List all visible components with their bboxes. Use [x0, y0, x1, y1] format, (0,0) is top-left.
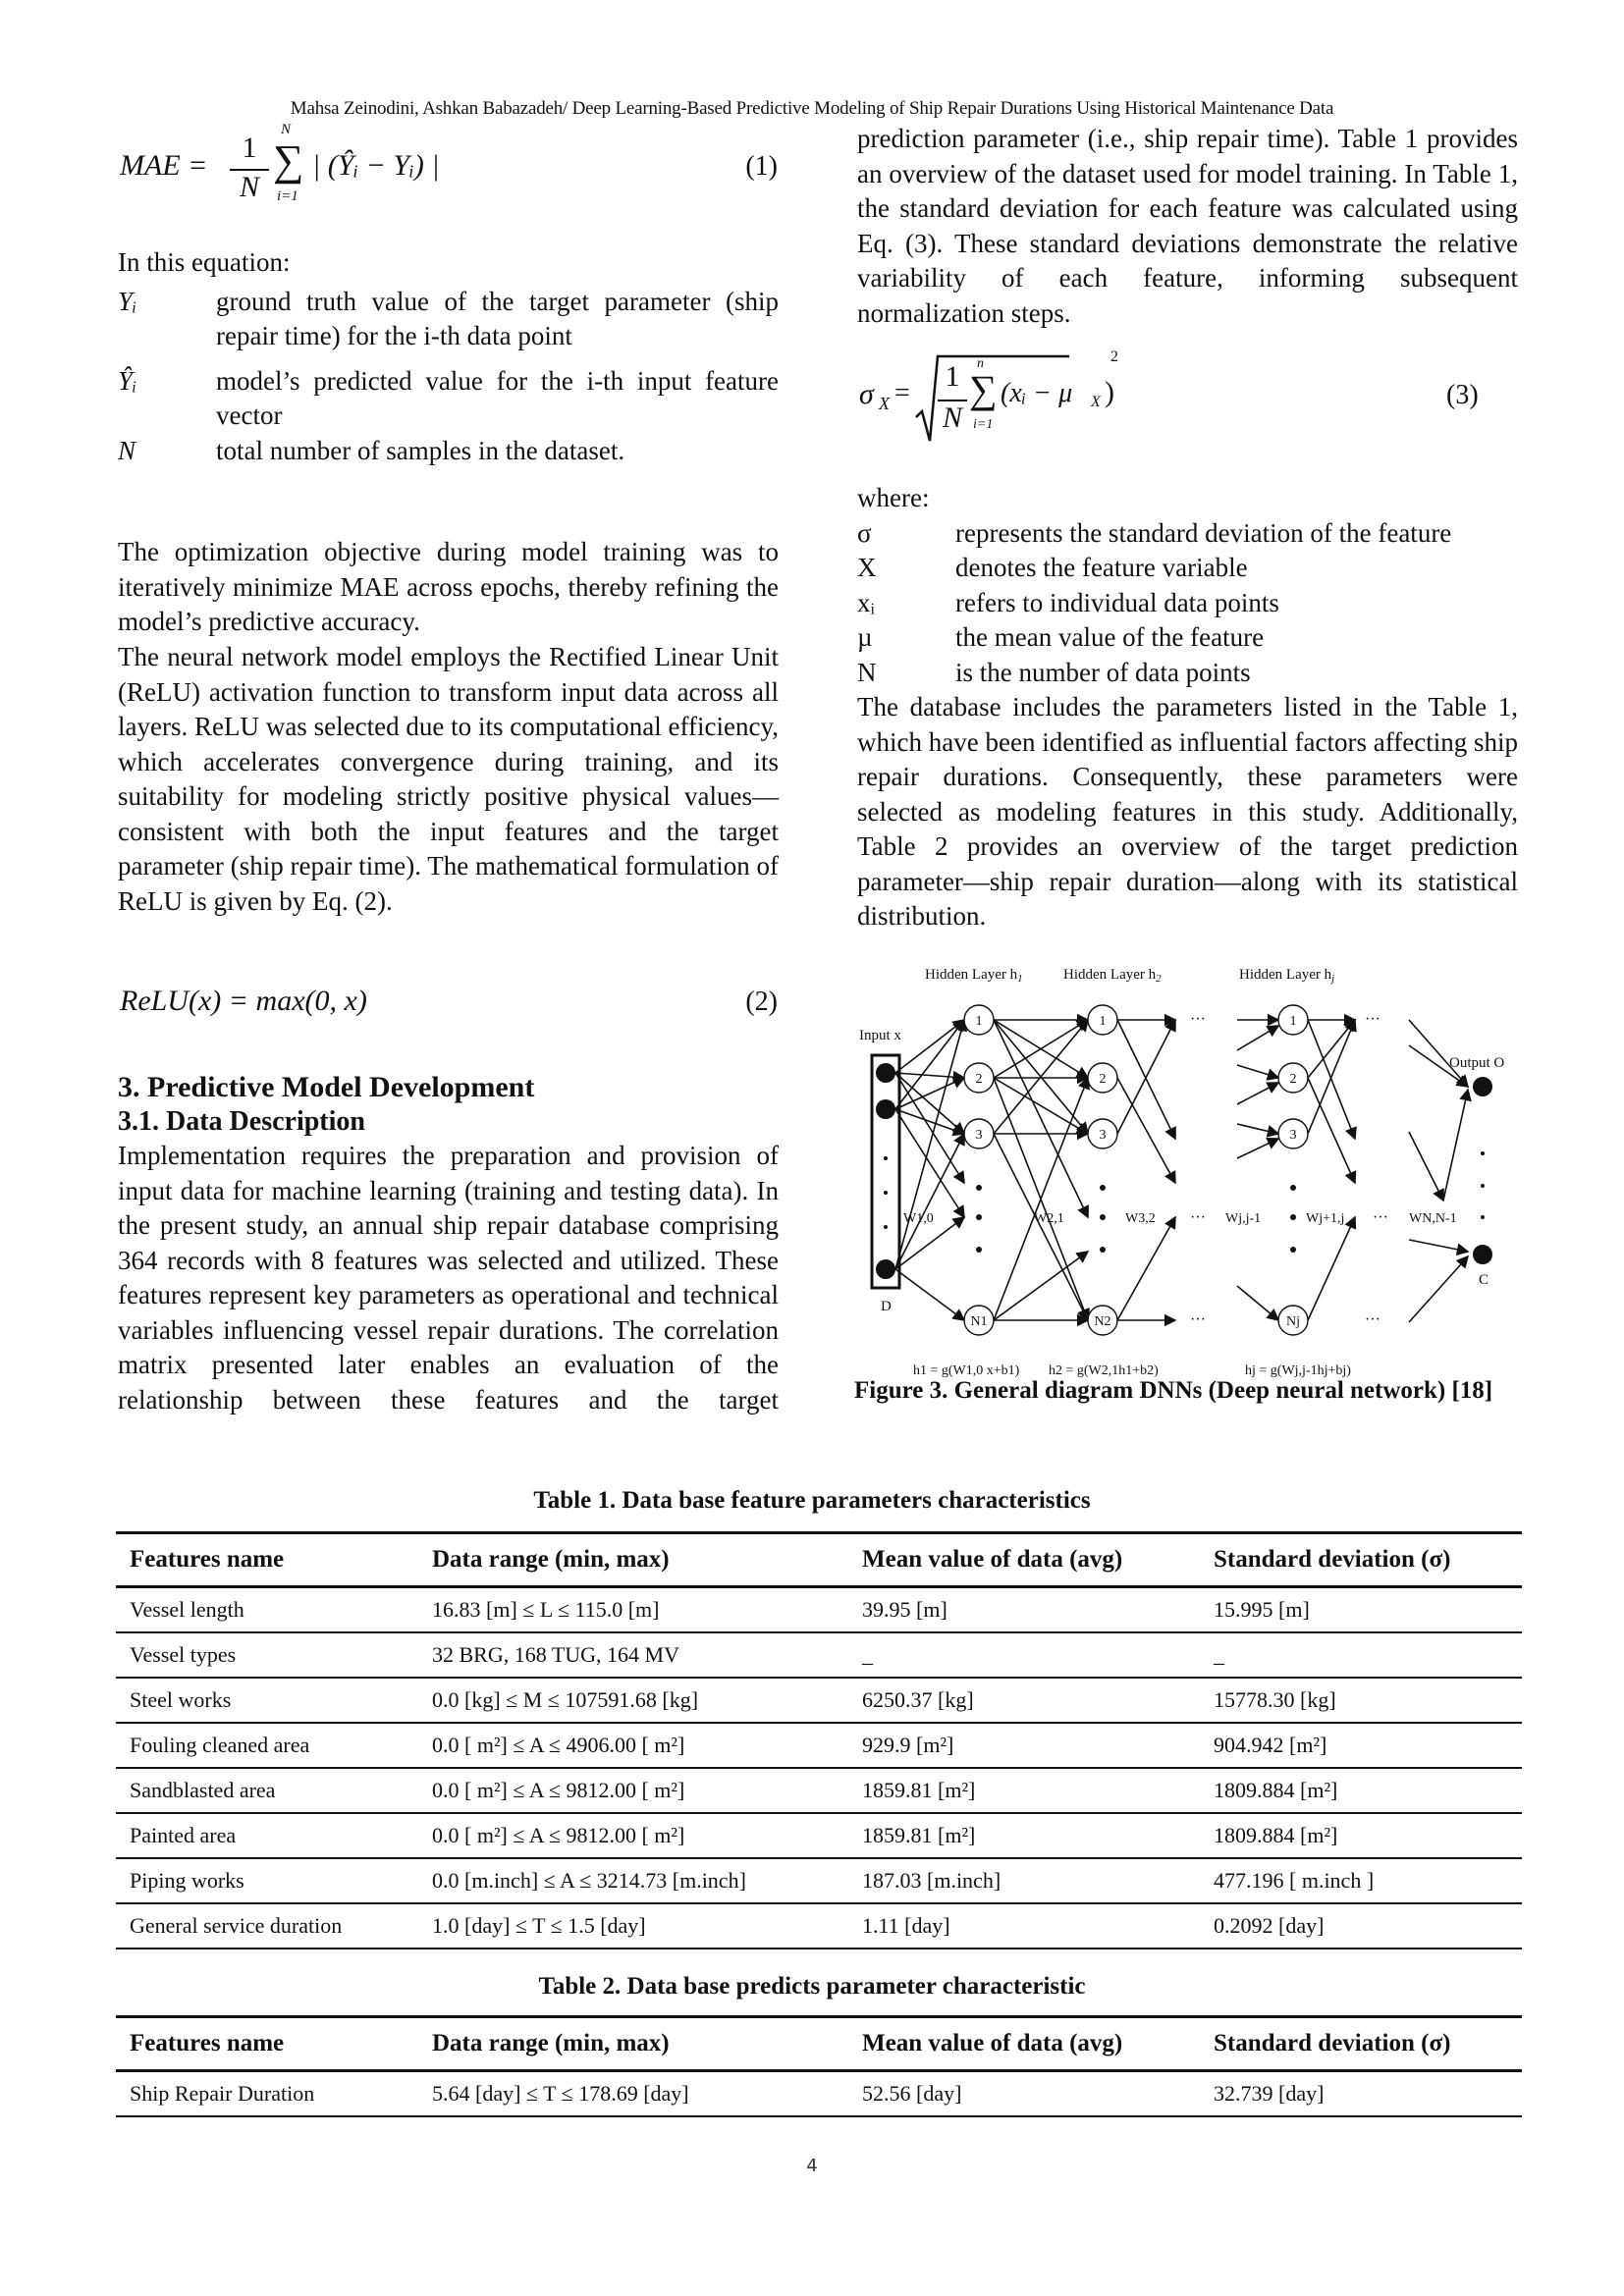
- eq3-power: 2: [1110, 348, 1118, 365]
- table-cell: 1809.884 [m²]: [1214, 1823, 1338, 1847]
- table-cell: 904.942 [m²]: [1214, 1733, 1327, 1757]
- label-output: Output O: [1449, 1055, 1505, 1071]
- table-cell: 0.0 [ m²] ≤ A ≤ 9812.00 [ m²]: [432, 1778, 685, 1802]
- page-number: 4: [806, 2156, 818, 2176]
- table-cell: 15.995 [m]: [1214, 1597, 1310, 1622]
- node-label: 1: [1289, 1014, 1297, 1029]
- node-label: 1: [975, 1014, 983, 1029]
- eq3-frac-num: 1: [945, 360, 960, 393]
- svg-text:W3,2: W3,2: [1125, 1211, 1156, 1226]
- layer-formulas: [913, 1363, 1351, 1378]
- table-cell: Vessel types: [130, 1642, 237, 1667]
- table-cell: 929.9 [m²]: [862, 1733, 954, 1757]
- table-cell: _: [1214, 1642, 1224, 1667]
- column-header: Data range (min, max): [432, 2030, 670, 2056]
- definition-symbol: X: [857, 553, 877, 582]
- eq3-body: (xᵢ − μ: [1001, 378, 1073, 408]
- node-label: 3: [975, 1128, 983, 1143]
- svg-text:···: ···: [1365, 1311, 1380, 1328]
- svg-text:W2,1: W2,1: [1034, 1211, 1064, 1226]
- eq1-frac-num: 1: [242, 132, 257, 164]
- column-header: Mean value of data (avg): [862, 1546, 1123, 1573]
- running-head: Mahsa Zeinodini, Ashkan Babazadeh/ Deep Learning-Based Predictive Modeling of Ship Repair Durations Using Historical Maintenance Data: [290, 98, 1334, 119]
- eq3-body-sub: X: [1091, 394, 1101, 410]
- table-cell: 0.0 [m.inch] ≤ A ≤ 3214.73 [m.inch]: [432, 1868, 746, 1893]
- table-row: [116, 1768, 1522, 1813]
- table-cell: 16.83 [m] ≤ L ≤ 115.0 [m]: [432, 1597, 660, 1622]
- equation-2: [120, 985, 778, 1024]
- node-label: N2: [1094, 1314, 1111, 1329]
- definition-symbol: Yᵢ: [118, 286, 137, 316]
- layer-ellipsis-dots: [976, 1151, 1485, 1253]
- svg-text:···: ···: [1190, 1311, 1206, 1328]
- table-cell: 477.196 [ m.inch ]: [1214, 1868, 1375, 1893]
- definition-row: [857, 586, 1518, 621]
- table-cell: 15778.30 [kg]: [1214, 1687, 1336, 1712]
- sigma-sum-icon: ∑: [969, 367, 998, 411]
- paragraph-continue: prediction parameter (i.e., ship repair time). Table 1 provides an overview of the dataset used for model training. In Table 1, the standard deviation for each feature was calculated using Eq. (3). These standard deviations demonstrate the relative variability of each feature, informing subsequent normalization steps.: [857, 124, 1518, 328]
- node-label: 3: [1289, 1128, 1297, 1143]
- dnn-diagram-figure: [854, 957, 1522, 1379]
- label-d: D: [881, 1299, 892, 1314]
- definition-text: is the number of data points: [955, 657, 1251, 687]
- table-row: [116, 1813, 1522, 1858]
- input-vector-box: [872, 1055, 899, 1288]
- label-input: Input x: [859, 1028, 901, 1043]
- table-cell: 32 BRG, 168 TUG, 164 MV: [432, 1642, 680, 1667]
- table-cell: General service duration: [130, 1913, 343, 1938]
- label-c: C: [1479, 1272, 1489, 1288]
- table-cell: 32.739 [day]: [1214, 2081, 1325, 2106]
- eq3-lhs: σ: [859, 378, 874, 410]
- svg-text:W1,0: W1,0: [903, 1211, 934, 1226]
- definition-text: model’s predicted value for the i-th input feature vector: [216, 365, 779, 430]
- definition-row: [118, 364, 779, 434]
- figure-3-caption: Figure 3. General diagram DNNs (Deep neural network) [18]: [854, 1377, 1493, 1404]
- svg-text:Wj,j-1: Wj,j-1: [1225, 1211, 1262, 1226]
- label-hidden-layer-j: Hidden Layer $h_j$: [1239, 967, 1335, 985]
- table-row: [116, 1723, 1522, 1768]
- table-row: [116, 1587, 1522, 1633]
- table-cell: Piping works: [130, 1868, 244, 1893]
- svg-text:···: ···: [1190, 1011, 1206, 1028]
- table-cell: 0.0 [kg] ≤ M ≤ 107591.68 [kg]: [432, 1687, 699, 1712]
- eq3-sum-bot: i=1: [973, 417, 994, 432]
- table-2: [116, 2015, 1522, 2117]
- svg-text:hj = g(Wj,j-1hj+bj): hj = g(Wj,j-1hj+bj): [1245, 1363, 1351, 1378]
- eq2-body: ReLU(x) = max(0, x): [120, 985, 367, 1017]
- definition-row: [857, 516, 1518, 552]
- table-cell: 187.03 [m.inch]: [862, 1868, 1001, 1893]
- paragraph-relu: The neural network model employs the Rectified Linear Unit (ReLU) activation function to transform input data across all layers. ReLU was selected due to its computational efficiency, which accelerates convergence during training, and its suitability for modeling strictly positive physical values—consistent with both the input features and the target parameter (ship repair time). The mathematical formulation of ReLU is given by Eq. (2).: [118, 642, 779, 916]
- table-1: [116, 1531, 1522, 1949]
- table-cell: 1859.81 [m²]: [862, 1778, 976, 1802]
- definition-text: ground truth value of the target parameter (ship repair time) for the i-th data point: [216, 286, 779, 350]
- table-cell: Fouling cleaned area: [130, 1733, 310, 1757]
- eq3-equals: =: [894, 378, 910, 408]
- column-header: Data range (min, max): [432, 1546, 670, 1573]
- eq3-frac-den: N: [942, 401, 962, 434]
- table-cell: 6250.37 [kg]: [862, 1687, 974, 1712]
- paragraph-data-description: Implementation requires the preparation and provision of input data for machine learning (training and testing data). In the present study, an annual ship repair database comprising 364 records with 8 features was selected and utilized. These features represent key parameters as operational and technical variables influencing vessel repair durations. The correlation matrix presented later enables an evaluation of the relationship between these features and the target: [118, 1141, 779, 1415]
- sigma-sum-icon: ∑: [273, 136, 304, 185]
- eq3-definitions: [857, 481, 1518, 934]
- node-label: 1: [1099, 1014, 1107, 1029]
- eq1-number: (1): [745, 151, 778, 182]
- node-label: N1: [970, 1314, 988, 1329]
- svg-text:···: ···: [1190, 1209, 1206, 1226]
- table-row: [116, 1858, 1522, 1903]
- eq3-lhs-sub: X: [879, 394, 890, 413]
- where-label: where:: [857, 483, 930, 512]
- table-cell: _: [862, 1642, 873, 1667]
- subsection-title: 3.1. Data Description: [118, 1106, 365, 1137]
- table-cell: Ship Repair Duration: [130, 2081, 315, 2106]
- table-header-row: [116, 2017, 1522, 2071]
- table-cell: 1859.81 [m²]: [862, 1823, 976, 1847]
- node-label: 3: [1099, 1128, 1107, 1143]
- eq3-sum-top: n: [977, 356, 984, 371]
- table-cell: Sandblasted area: [130, 1778, 276, 1802]
- definition-row: [118, 434, 779, 469]
- eq2-number: (2): [745, 987, 778, 1017]
- table-cell: 0.0 [ m²] ≤ A ≤ 9812.00 [ m²]: [432, 1823, 685, 1847]
- table-header-row: [116, 1533, 1522, 1587]
- column-header: Mean value of data (avg): [862, 2030, 1123, 2056]
- definition-symbol: N: [118, 435, 136, 465]
- table-row: [116, 1678, 1522, 1723]
- eq3-close: ): [1105, 376, 1114, 408]
- section-title: 3. Predictive Model Development: [118, 1071, 535, 1103]
- layer-ellipsis: [1190, 1011, 1388, 1328]
- label-hidden-layer-1: Hidden Layer $h_1$: [925, 967, 1023, 985]
- table-cell: 5.64 [day] ≤ T ≤ 178.69 [day]: [432, 2081, 689, 2106]
- node-label: Nj: [1286, 1314, 1300, 1329]
- eq1-definitions: [118, 245, 779, 468]
- table-1-caption: Table 1. Data base feature parameters characteristics: [533, 1487, 1091, 1514]
- eq1-frac-den: N: [239, 171, 259, 203]
- definition-text: denotes the feature variable: [955, 553, 1248, 582]
- table-2-caption: Table 2. Data base predicts parameter characteristic: [538, 1973, 1086, 2000]
- table-cell: Vessel length: [130, 1597, 244, 1622]
- column-header: Features name: [130, 2030, 285, 2056]
- table-cell: 1.0 [day] ≤ T ≤ 1.5 [day]: [432, 1913, 646, 1938]
- definition-text: the mean value of the feature: [955, 622, 1265, 652]
- svg-text:···: ···: [1373, 1209, 1388, 1226]
- eq1-sum-bot: i=1: [277, 188, 298, 204]
- section-3: [118, 1070, 779, 1417]
- table-cell: 39.95 [m]: [862, 1597, 947, 1622]
- table-row: [116, 1632, 1522, 1678]
- table-cell: Steel works: [130, 1687, 232, 1712]
- column-header: Features name: [130, 1546, 285, 1573]
- node-label: 2: [1289, 1072, 1297, 1087]
- column-header: Standard deviation (σ): [1214, 2030, 1451, 2056]
- table-row: [116, 1903, 1522, 1949]
- eq1-intro: In this equation:: [118, 247, 291, 277]
- node-label: 2: [1099, 1072, 1107, 1087]
- definition-row: [857, 656, 1518, 691]
- definition-row: [857, 620, 1518, 656]
- paragraph-database: The database includes the parameters listed in the Table 1, which have been identified as influential factors affecting ship repair durations. Consequently, these parameters were selected as modeling features in this study. Additionally, Table 2 provides an overview of the target prediction parameter—ship repair duration—along with its statistical distribution.: [857, 692, 1518, 931]
- svg-text:WN,N-1: WN,N-1: [1409, 1211, 1457, 1226]
- table-cell: 0.0 [ m²] ≤ A ≤ 4906.00 [ m²]: [432, 1733, 685, 1757]
- table-cell: 0.2092 [day]: [1214, 1913, 1325, 1938]
- definition-symbol: Ŷᵢ: [118, 365, 137, 396]
- output-nodes: [1473, 1077, 1492, 1264]
- eq3-number: (3): [1446, 380, 1479, 410]
- definition-symbol: σ: [857, 517, 872, 548]
- definition-symbol: N: [857, 657, 877, 687]
- table-cell: 1809.884 [m²]: [1214, 1778, 1338, 1802]
- eq1-sum-top: N: [281, 122, 292, 137]
- column-header: Standard deviation (σ): [1214, 1546, 1451, 1573]
- label-hidden-layer-2: Hidden Layer $h_2$: [1063, 967, 1162, 985]
- eq1-lhs: MAE =: [120, 149, 208, 182]
- definition-row: [857, 551, 1518, 586]
- definition-symbol: xᵢ: [857, 587, 875, 617]
- definition-text: refers to individual data points: [955, 587, 1279, 617]
- input-nodes: [876, 1063, 895, 1279]
- svg-text:h1 = g(W1,0 x+b1): h1 = g(W1,0 x+b1): [913, 1363, 1020, 1378]
- table-cell: 1.11 [day]: [862, 1913, 950, 1938]
- definition-text: total number of samples in the dataset.: [216, 435, 625, 465]
- svg-text:···: ···: [1365, 1011, 1380, 1028]
- table-cell: 52.56 [day]: [862, 2081, 962, 2106]
- svg-text:h2 = g(W2,1h1+b2): h2 = g(W2,1h1+b2): [1049, 1363, 1159, 1378]
- svg-text:Wj+1,j: Wj+1,j: [1306, 1211, 1345, 1226]
- node-label: 2: [975, 1072, 983, 1087]
- table-cell: Painted area: [130, 1823, 237, 1847]
- eq1-body: | (Ŷᵢ − Yᵢ) |: [312, 149, 440, 182]
- definition-symbol: µ: [857, 622, 873, 652]
- definition-row: [118, 285, 779, 354]
- paragraph-optimization: The optimization objective during model training was to iteratively minimize MAE across epochs, thereby refining the model’s predictive accuracy.: [118, 537, 779, 636]
- table-row: [116, 2071, 1522, 2117]
- definition-text: represents the standard deviation of the feature: [955, 517, 1452, 548]
- equation-1: [120, 122, 778, 216]
- equation-3: [857, 348, 1515, 447]
